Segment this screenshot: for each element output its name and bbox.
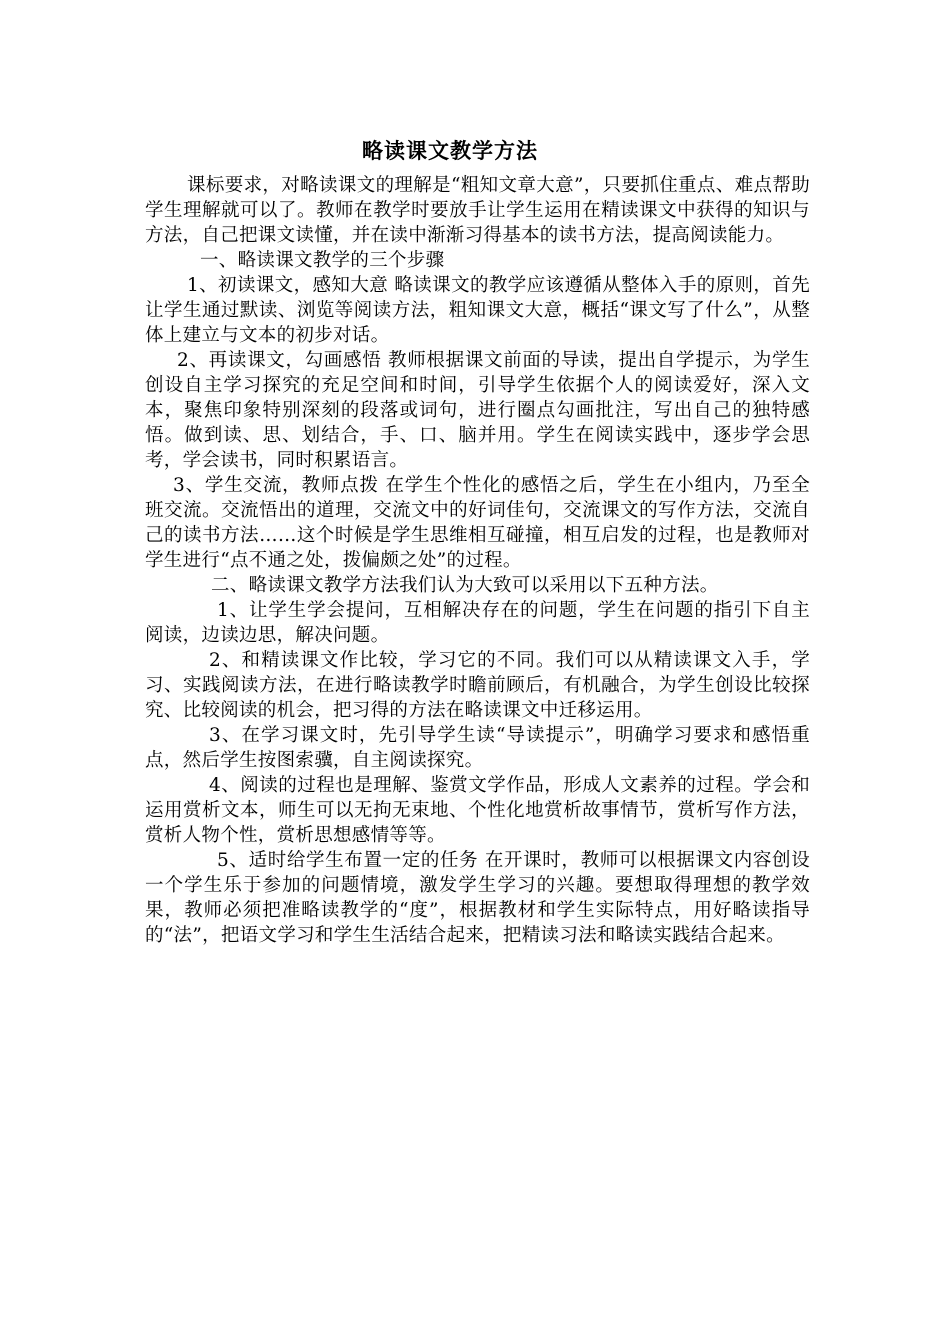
method-3-paragraph: 3、在学习课文时，先引导学生读“导读提示”，明确学习要求和感悟重点，然后学生按图索骥，自主阅读探究。 (145, 725, 810, 771)
step-2-paragraph: 2、再读课文，勾画感悟 教师根据课文前面的导读，提出自学提示，为学生创设自主学习探究的充足空间和时间，引导学生依据个人的阅读爱好，深入文本，聚焦印象特别深刻的段落或词句，进行圈点勾画批注，写出自己的独特感悟。做到读、思、划结合，手、口、脑并用。学生在阅读实践中，逐步学会思考，学会读书，同时积累语言。 (145, 350, 810, 471)
method-1-paragraph: 1、让学生学会提问，互相解决存在的问题，学生在问题的指引下自主阅读，边读边思，解决问题。 (145, 600, 810, 646)
intro-paragraph: 课标要求，对略读课文的理解是“粗知文章大意”，只要抓住重点、难点帮助学生理解就可以了。教师在教学时要放手让学生运用在精读课文中获得的知识与方法，自己把课文读懂，并在读中渐渐习得基本的读书方法，提高阅读能力。 (145, 175, 810, 246)
document-title: 略读课文教学方法 (362, 139, 538, 163)
method-2-paragraph: 2、和精读课文作比较，学习它的不同。我们可以从精读课文入手，学习、实践阅读方法，在进行略读教学时瞻前顾后，有机融合，为学生创设比较探究、比较阅读的机会，把习得的方法在略读课文中迁移运用。 (145, 650, 810, 721)
step-3-paragraph: 3、学生交流，教师点拨 在学生个性化的感悟之后，学生在小组内，乃至全班交流。交流悟出的道理，交流文中的好词佳句，交流课文的写作方法，交流自己的读书方法……这个时候是学生思维相互碰撞，相互启发的过程，也是教师对学生进行“点不通之处，拨偏颇之处”的过程。 (145, 475, 810, 571)
method-4-paragraph: 4、阅读的过程也是理解、鉴赏文学作品，形成人文素养的过程。学会和运用赏析文本，师生可以无拘无束地、个性化地赏析故事情节，赏析写作方法，赏析人物个性，赏析思想感情等等。 (145, 775, 810, 846)
section-heading-steps: 一、略读课文教学的三个步骤 (200, 250, 445, 271)
document-body (145, 173, 810, 948)
method-5-paragraph: 5、适时给学生布置一定的任务 在开课时，教师可以根据课文内容创设一个学生乐于参加的问题情境，激发学生学习的兴趣。要想取得理想的教学效果，教师必须把准略读教学的“度”，根据教材和学生实际特点，用好略读指导的“法”，把语文学习和学生生活结合起来，把精读习法和略读实践结合起来。 (145, 850, 810, 946)
step-1-paragraph: 1、初读课文，感知大意 略读课文的教学应该遵循从整体入手的原则，首先让学生通过默读、浏览等阅读方法，粗知课文大意，概括“课文写了什么”，从整体上建立与文本的初步对话。 (145, 275, 810, 346)
section-heading-methods: 二、略读课文教学方法我们认为大致可以采用以下五种方法。 (211, 575, 719, 596)
